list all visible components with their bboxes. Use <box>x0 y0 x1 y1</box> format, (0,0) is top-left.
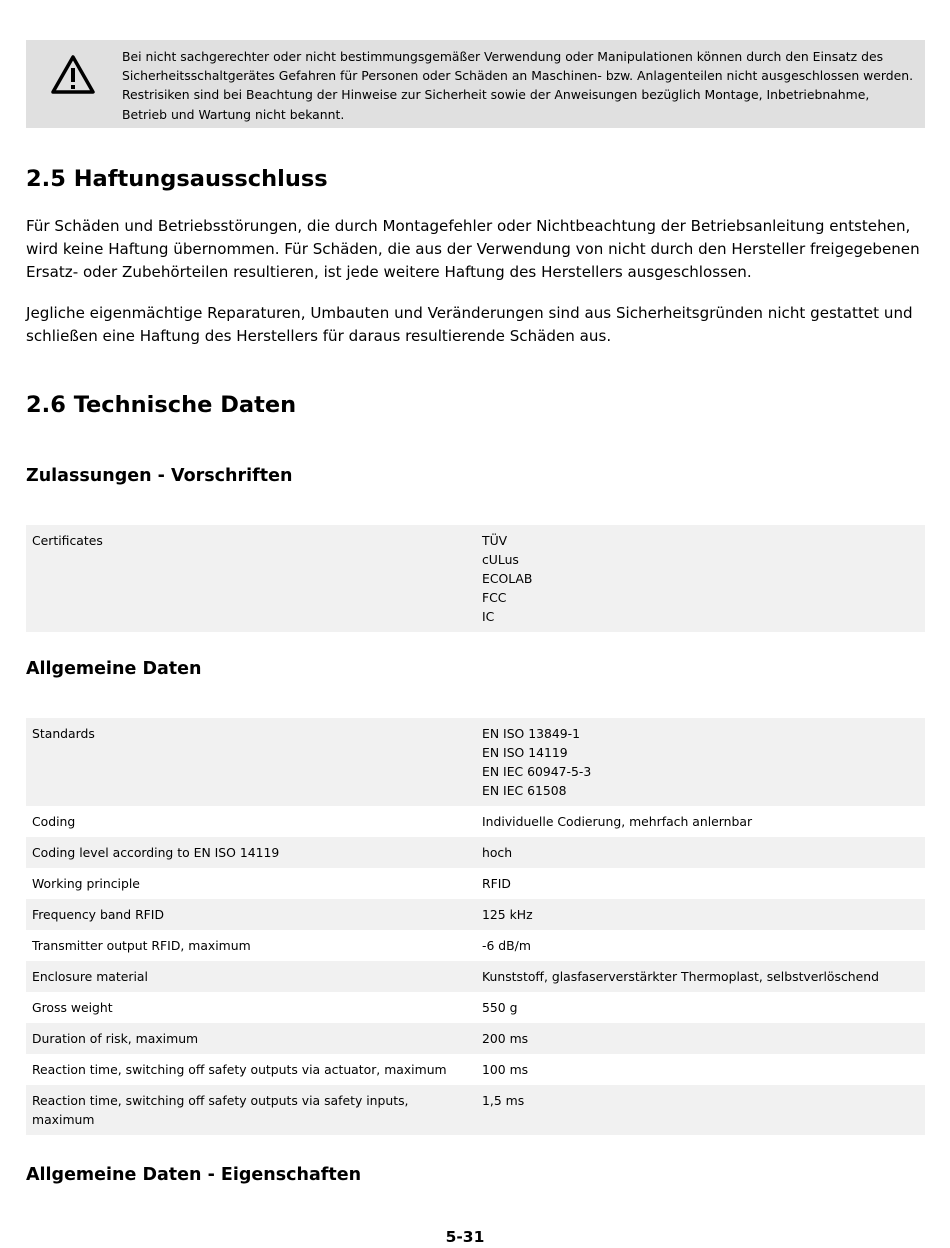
value-line: -6 dB/m <box>482 938 531 953</box>
value-line: 1,5 ms <box>482 1093 525 1108</box>
value-line: EN ISO 14119 <box>482 745 568 760</box>
value-line: FCC <box>482 590 507 605</box>
key-line: Reaction time, switching off safety outputs via safety inputs, <box>32 1093 409 1108</box>
value-line: hoch <box>482 845 513 860</box>
warning-line: Restrisiken sind bei Beachtung der Hinweise zur Sicherheit sowie der Anweisungen bezüglich Montage, Inbetriebnahme, <box>122 87 870 103</box>
key-line: Enclosure material <box>32 969 148 984</box>
row-key <box>32 718 482 749</box>
subheading-approvals: Zulassungen - Vorschriften <box>26 466 293 486</box>
key-line: Coding level according to EN ISO 14119 <box>32 845 280 860</box>
row-value <box>482 837 925 868</box>
paragraph-line: wird keine Haftung übernommen. Für Schäden, die aus der Verwendung von nicht durch den Hersteller freigegebenen <box>26 239 920 258</box>
row-value <box>482 806 925 837</box>
row-value <box>482 992 925 1023</box>
table-row <box>26 961 925 992</box>
value-line: ECOLAB <box>482 571 533 586</box>
row-key <box>32 1054 482 1085</box>
row-value <box>482 1085 925 1116</box>
table-row <box>26 1023 925 1054</box>
warning-triangle-icon <box>50 54 96 100</box>
table-row <box>26 525 925 632</box>
liability-paragraph-2 <box>26 302 931 348</box>
value-line: 550 g <box>482 1000 518 1015</box>
paragraph-line: Für Schäden und Betriebsstörungen, die durch Montagefehler oder Nichtbeachtung der Betriebsanleitung entstehen, <box>26 217 911 235</box>
table-row <box>26 899 925 930</box>
warning-text <box>122 47 919 124</box>
row-value <box>482 718 925 806</box>
value-line: Individuelle Codierung, mehrfach anlernbar <box>482 814 753 829</box>
row-key <box>32 992 482 1023</box>
value-line: RFID <box>482 876 511 891</box>
approvals-table <box>26 525 925 632</box>
value-line: EN ISO 13849-1 <box>482 726 581 741</box>
subheading-general-properties: Allgemeine Daten - Eigenschaften <box>26 1165 362 1185</box>
row-value <box>482 868 925 899</box>
key-line: Transmitter output RFID, maximum <box>32 938 251 953</box>
section-heading-liability: 2.5 Haftungsausschluss <box>26 166 328 192</box>
row-key <box>32 1085 482 1135</box>
row-key: Certificates <box>32 533 103 548</box>
paragraph-line: schließen eine Haftung des Herstellers für daraus resultierende Schäden aus. <box>26 326 612 345</box>
table-row <box>26 930 925 961</box>
liability-paragraph-1 <box>26 215 931 283</box>
row-value <box>482 961 925 992</box>
row-key <box>32 806 482 837</box>
row-value <box>482 525 925 632</box>
row-value <box>482 1054 925 1085</box>
value-line: 125 kHz <box>482 907 533 922</box>
key-line: Gross weight <box>32 1000 113 1015</box>
row-key <box>32 837 482 868</box>
paragraph-line: Jegliche eigenmächtige Reparaturen, Umbauten und Veränderungen sind aus Sicherheitsgründen nicht gestattet und <box>26 304 913 322</box>
value-line: cULus <box>482 552 519 567</box>
paragraph-line: Ersatz- oder Zubehörteilen resultieren, ist jede weitere Haftung des Herstellers ausgeschlossen. <box>26 262 752 281</box>
row-key <box>32 868 482 899</box>
warning-line: Betrieb und Wartung nicht bekannt. <box>122 106 345 122</box>
value-line: TÜV <box>482 533 508 548</box>
table-row <box>26 1054 925 1085</box>
key-line: Duration of risk, maximum <box>32 1031 199 1046</box>
page-number: 5-31 <box>445 1228 485 1246</box>
key-line: maximum <box>32 1112 95 1127</box>
value-line: 100 ms <box>482 1062 529 1077</box>
table-row <box>26 868 925 899</box>
table-row <box>26 837 925 868</box>
value-line: 200 ms <box>482 1031 529 1046</box>
warning-line: Sicherheitsschaltgerätes Gefahren für Personen oder Schäden an Maschinen- bzw. Anlagenteilen nicht ausgeschlossen werden. <box>122 68 914 84</box>
key-line: Frequency band RFID <box>32 907 164 922</box>
table-row <box>26 806 925 837</box>
row-key <box>32 1023 482 1054</box>
table-row <box>26 718 925 806</box>
key-line: Standards <box>32 726 95 741</box>
key-line: Working principle <box>32 876 140 891</box>
key-line: Reaction time, switching off safety outputs via actuator, maximum <box>32 1062 447 1077</box>
table-row <box>26 992 925 1023</box>
value-line: EN IEC 61508 <box>482 783 567 798</box>
row-value <box>482 899 925 930</box>
subheading-general-data: Allgemeine Daten <box>26 659 202 679</box>
row-value <box>482 930 925 961</box>
section-heading-technical-data: 2.6 Technische Daten <box>26 392 297 418</box>
value-line: IC <box>482 609 495 624</box>
row-value <box>482 1023 925 1054</box>
warning-line: Bei nicht sachgerechter oder nicht bestimmungsgemäßer Verwendung oder Manipulationen können durch den Einsatz des <box>122 49 884 64</box>
row-key <box>32 899 482 930</box>
row-key <box>32 961 482 992</box>
general-data-table <box>26 718 925 1135</box>
row-key <box>32 930 482 961</box>
key-line: Coding <box>32 814 76 829</box>
table-row <box>26 1085 925 1135</box>
warning-box <box>26 40 925 128</box>
value-line: EN IEC 60947-5-3 <box>482 764 592 779</box>
value-line: Kunststoff, glasfaserverstärkter Thermoplast, selbstverlöschend <box>482 969 879 984</box>
